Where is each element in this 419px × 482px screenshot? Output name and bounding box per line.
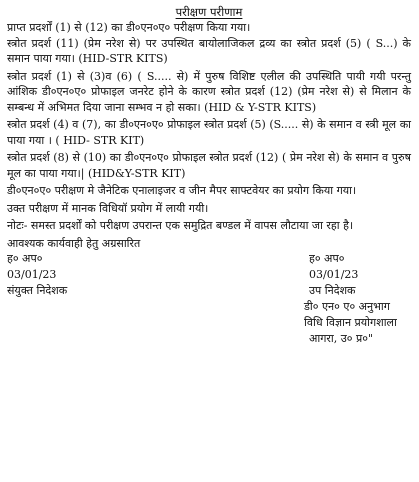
forwarding-line: आवश्यक कार्यवाही हेतु अग्रसारित xyxy=(7,236,141,250)
signature-block xyxy=(7,251,411,363)
date-right: 03/01/23 xyxy=(309,268,359,281)
title-row xyxy=(7,2,411,20)
date-left: 03/01/23 xyxy=(7,268,57,281)
lab-right: विधि विज्ञान प्रयोगशाला xyxy=(304,316,397,329)
city-right: आगरा, उ० प्र०" xyxy=(309,332,374,345)
signed-left: ह० अप० xyxy=(7,252,43,265)
signatory-left xyxy=(7,251,67,299)
signed-right: ह० अप० xyxy=(309,252,345,265)
report-title: परीक्षण परीणाम xyxy=(175,5,243,19)
finding-paragraph-1: प्राप्त प्रदर्शों (1) से (12) का डी०एन०ए० परीक्षण किया गया। xyxy=(7,21,251,34)
signatory-right xyxy=(304,251,397,347)
note-paragraph: नोटः- समस्त प्रदर्शों को परीक्षण उपरान्त एक समुद्रित बण्डल में वापस लौटाया जा रहा है। xyxy=(7,219,354,232)
finding-paragraph-3: स्त्रोत प्रदर्श (1) से (3)व (6) ( S..... से) में पुरुष विशिष्ट एलील की उपस्थिति पायी गयी परन्तु आंशिक डी०एन०ए० प्रोफाइल जनरेट होने के कारण स्त्रोत प्रदर्श (12) (प्रेम नरेश से) से मिलान के सम्बन्ध में अभिमत दिया जाना सम्भव न हो सका। (HID & Y-STR KITS) xyxy=(7,69,411,114)
finding-paragraph-5: स्त्रोत प्रदर्श (8) से (10) का डी०एन०ए० प्रोफाइल स्त्रोत प्रदर्श (12) ( प्रेम नरेश से) के समान व पुरुष मूल का पाया गया।| (HID&Y-STR KIT) xyxy=(7,151,411,180)
finding-paragraph-4: स्त्रोत प्रदर्श (4) व (7), का डी०एन०ए० प्रोफाइल स्त्रोत प्रदर्श (5) (S..... से) के समान व स्त्री मूल का पाया गया । ( HID- STR KIT) xyxy=(7,118,411,147)
designation-left: संयुक्त निदेशक xyxy=(7,284,68,297)
standards-paragraph: उक्त परीक्षण में मानक विधियॉ प्रयोग में लायी गयी। xyxy=(7,201,209,215)
finding-paragraph-2: स्त्रोत प्रदर्श (11) (प्रेम नरेश से) पर उपस्थित बायोलाजिकल द्रव्य का स्त्रोत प्रदर्श (5) ( S...) के समान पाया गया। (HID-STR KITS) xyxy=(7,36,411,65)
designation-right: उप निदेशक xyxy=(309,284,356,297)
department-right: डी० एन० ए० अनुभाग xyxy=(304,300,390,313)
method-paragraph: डी०एन०ए० परीक्षण मे जैनेटिक एनालाइजर व जीन मैपर साफ्टवेयर का प्रयोग किया गया। xyxy=(7,184,357,197)
